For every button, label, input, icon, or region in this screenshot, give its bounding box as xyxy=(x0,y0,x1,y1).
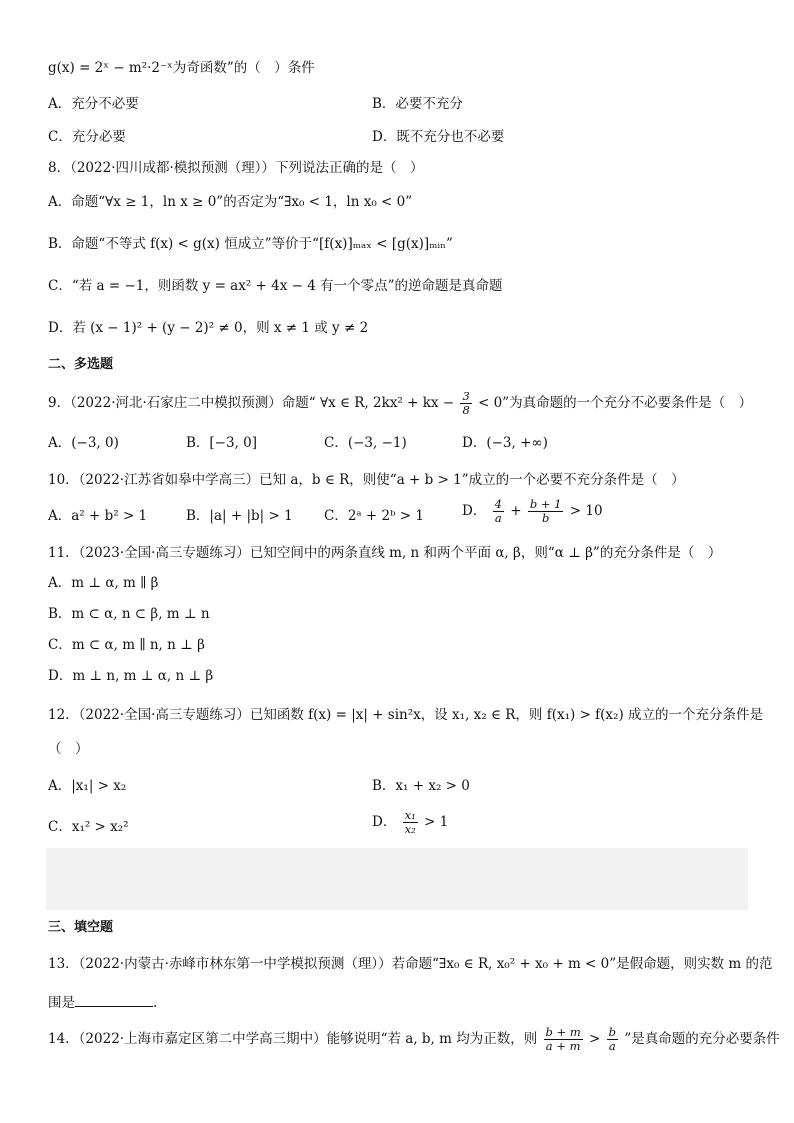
q12-stem-cont: （ ） xyxy=(48,741,89,757)
q11-option-b[interactable]: B．m ⊂ α, n ⊂ β, m ⊥ n xyxy=(48,606,210,622)
q12-options-row2 xyxy=(48,808,748,837)
q10-d-plus: + xyxy=(510,503,522,519)
q14-gt: > xyxy=(589,1031,601,1047)
q12-option-a[interactable]: A．|x₁| > x₂ xyxy=(48,778,127,794)
q7-stem-tail: g(x) = 2ˣ − m²·2⁻ˣ为奇函数”的（ ）条件 xyxy=(48,60,315,76)
answer-area-box xyxy=(46,848,748,910)
q8-option-a[interactable]: A．命题“∀x ≥ 1，ln x ≥ 0”的否定为“∃x₀ < 1，ln x₀ < 0” xyxy=(48,194,413,210)
q7-option-c[interactable]: C．充分必要 xyxy=(48,129,126,145)
q8-option-c[interactable]: C．“若 a = −1，则函数 y = ax² + 4x − 4 有一个零点”的逆命题是真命题 xyxy=(48,278,503,294)
q7-option-a[interactable]: A．充分不必要 xyxy=(48,96,139,112)
q10-d-frac1-num: 4 xyxy=(494,497,502,511)
q14-stem xyxy=(48,1025,780,1053)
q12-d-frac xyxy=(403,809,418,836)
q12-option-d[interactable] xyxy=(372,809,448,836)
q10-stem: 10．（2022·江苏省如皋中学高三）已知 a，b ∈ R，则使“a + b > 1”成立的一个必要不充分条件是（ ） xyxy=(48,472,685,488)
q8-option-b[interactable]: B．命题“不等式 f(x) < g(x) 恒成立”等价于“[f(x)]ₘₐₓ < [g(x)]ₘᵢₙ” xyxy=(48,236,453,252)
q10-d-frac1 xyxy=(493,498,504,525)
q12-stem: 12．（2022·全国·高三专题练习）已知函数 f(x) = |x| + sin²x，设 x₁, x₂ ∈ R，则 f(x₁) > f(x₂) 成立的一个充分条件是 xyxy=(48,707,764,723)
q14-stem-a: 14．（2022·上海市嘉定区第二中学高三期中）能够说明“若 a, b, m 均为正数，则 xyxy=(48,1031,538,1047)
q10-option-b[interactable]: B．|a| + |b| > 1 xyxy=(186,508,293,524)
q12-d-suffix: > 1 xyxy=(424,814,449,830)
q7-options-row1 xyxy=(48,94,748,114)
q10-d-frac2-den: b xyxy=(541,511,550,525)
q13-cont-b: . xyxy=(153,995,158,1011)
q13-stem: 13．（2022·内蒙古·赤峰市林东第一中学模拟预测（理））若命题“∃x₀ ∈ R, x₀² + x₀ + m < 0”是假命题，则实数 m 的范 xyxy=(48,956,773,972)
q10-d-frac1-den: a xyxy=(494,511,502,525)
q9-option-c[interactable]: C．(−3, −1) xyxy=(324,435,407,451)
q11-stem: 11．（2023·全国·高三专题练习）已知空间中的两条直线 m, n 和两个平面 α, β，则“α ⊥ β”的充分条件是（ ） xyxy=(48,545,722,561)
section-multiple-choice: 二、多选题 xyxy=(48,357,114,372)
q10-d-prefix: D． xyxy=(462,503,487,519)
q9-stem-a: 9．（2022·河北·石家庄二中模拟预测）命题“ ∀x ∈ R, 2kx² + kx − xyxy=(48,395,455,411)
q10-d-suffix: > 10 xyxy=(569,503,603,519)
q8-stem: 8．（2022·四川成都·模拟预测（理））下列说法正确的是（ ） xyxy=(48,160,424,176)
q8-option-d[interactable]: D．若 (x − 1)² + (y − 2)² ≠ 0，则 x ≠ 1 或 y ≠ 2 xyxy=(48,320,369,336)
section-fill-in: 三、填空题 xyxy=(48,920,114,935)
q9-option-b[interactable]: B．[−3, 0] xyxy=(186,435,258,451)
q14-frac1-num: b + m xyxy=(545,1025,581,1039)
q9-frac-num: 3 xyxy=(462,389,470,403)
q11-option-a[interactable]: A．m ⊥ α, m ∥ β xyxy=(48,575,159,591)
q7-option-d[interactable]: D．既不充分也不必要 xyxy=(372,129,505,145)
q10-d-frac2-num: b + 1 xyxy=(529,497,562,511)
q11-option-c[interactable]: C．m ⊂ α, m ∥ n, n ⊥ β xyxy=(48,637,205,653)
q7-option-b[interactable]: B．必要不充分 xyxy=(372,96,463,112)
q14-stem-b: ”是真命题的充分必要条件 xyxy=(624,1031,780,1047)
q14-frac1-den: a + m xyxy=(545,1039,581,1053)
q14-frac2 xyxy=(607,1026,618,1053)
q13-answer-blank[interactable] xyxy=(75,992,153,1007)
q12-option-b[interactable]: B．x₁ + x₂ > 0 xyxy=(372,778,470,794)
q9-stem-b: < 0”为真命题的一个充分不必要条件是（ ） xyxy=(478,395,753,411)
q12-options-row1 xyxy=(48,776,748,796)
q9-option-d[interactable]: D．(−3, +∞) xyxy=(462,435,548,451)
q12-d-frac-num: x₁ xyxy=(404,808,416,822)
q7-options-row2 xyxy=(48,127,748,147)
q10-option-d[interactable] xyxy=(462,498,603,525)
q14-frac2-den: a xyxy=(608,1039,616,1053)
q14-frac2-num: b xyxy=(608,1025,617,1039)
q10-d-frac2 xyxy=(528,498,564,525)
q12-option-c[interactable]: C．x₁² > x₂² xyxy=(48,819,129,835)
q9-option-a[interactable]: A．(−3, 0) xyxy=(48,435,119,451)
q10-option-a[interactable]: A．a² + b² > 1 xyxy=(48,508,148,524)
q13-cont xyxy=(48,992,748,1013)
q14-frac1 xyxy=(544,1026,583,1053)
q9-fraction xyxy=(460,390,471,417)
q10-option-c[interactable]: C．2ᵃ + 2ᵇ > 1 xyxy=(324,508,424,524)
q9-frac-den: 8 xyxy=(462,403,470,417)
q12-d-prefix: D． xyxy=(372,814,397,830)
q9-stem xyxy=(48,389,753,417)
q13-cont-a: 围是 xyxy=(48,995,75,1011)
q11-option-d[interactable]: D．m ⊥ n, m ⊥ α, n ⊥ β xyxy=(48,668,214,684)
q12-d-frac-den: x₂ xyxy=(404,822,416,836)
